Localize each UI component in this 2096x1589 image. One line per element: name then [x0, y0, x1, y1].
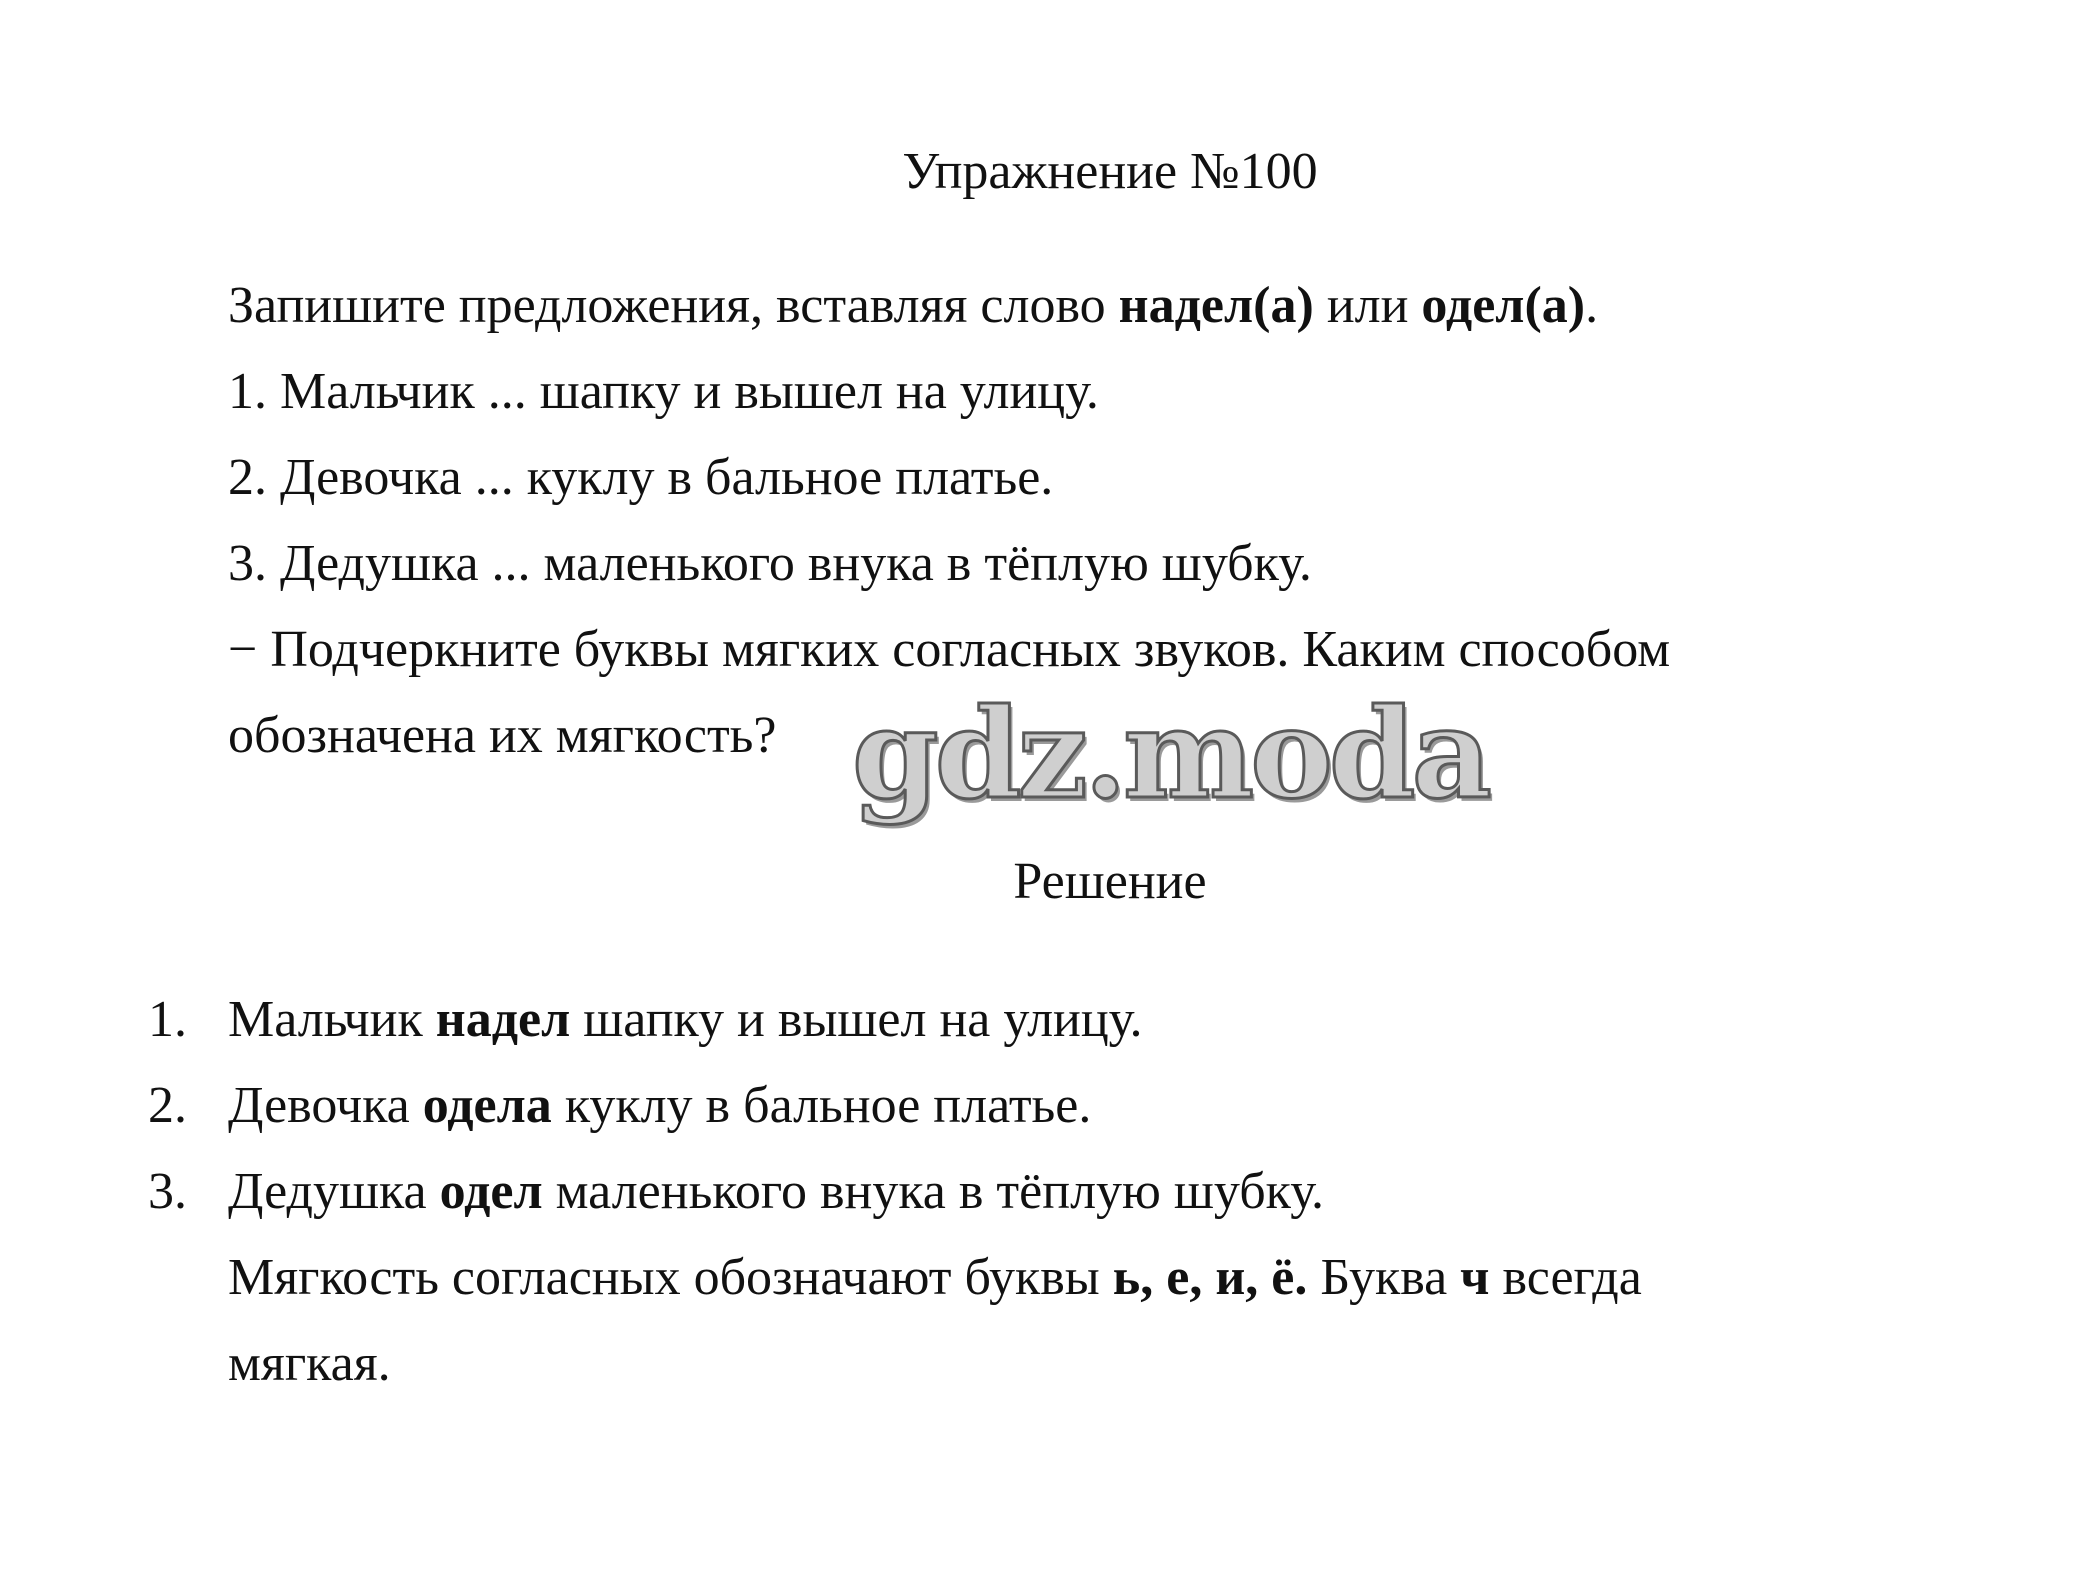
- solution-item-number: 1.: [148, 991, 187, 1048]
- instruction-word-nadel: надел(а): [1118, 277, 1314, 334]
- instruction-word-odel: одел(а): [1421, 277, 1586, 334]
- exercise-sentence-1: 1. Мальчик ... шапку и вышел на улицу.: [228, 363, 1099, 420]
- solution-item-number: 3.: [148, 1163, 187, 1220]
- soft-letters: ь, е, и, ё.: [1112, 1249, 1308, 1306]
- solution-item-2: Девочка одела куклу в бальное платье.: [228, 1077, 1092, 1134]
- exercise-title: Упражнение №100: [902, 143, 1318, 200]
- answer-word: одела: [422, 1077, 552, 1134]
- solution-note-line-1: Мягкость согласных обозначают буквы ь, е, и, ё. Буква ч всегда: [228, 1249, 1642, 1306]
- instruction-text: Запишите предложения, вставляя слово: [228, 277, 1119, 334]
- letter-ch: ч: [1460, 1249, 1490, 1306]
- exercise-instruction: [228, 276, 1598, 336]
- exercise-question-line-1: − Подчеркните буквы мягких согласных звуков. Каким способом: [228, 621, 1671, 678]
- solution-item-3: Дедушка одел маленького внука в тёплую шубку.: [228, 1163, 1324, 1220]
- watermark-logo: gdz.moda: [852, 682, 1488, 827]
- exercise-sentence-3: 3. Дедушка ... маленького внука в тёплую шубку.: [228, 535, 1312, 592]
- solution-item-number: 2.: [148, 1077, 187, 1134]
- answer-word: надел: [435, 991, 571, 1048]
- exercise-question-line-2: обозначена их мягкость?: [228, 707, 777, 764]
- solution-note-line-2: мягкая.: [228, 1335, 391, 1392]
- instruction-or: или: [1313, 277, 1422, 334]
- instruction-period: .: [1585, 277, 1599, 334]
- answer-word: одел: [439, 1163, 543, 1220]
- solution-title: Решение: [1013, 853, 1207, 910]
- exercise-sentence-2: 2. Девочка ... куклу в бальное платье.: [228, 449, 1054, 506]
- solution-item-1: Мальчик надел шапку и вышел на улицу.: [228, 991, 1143, 1048]
